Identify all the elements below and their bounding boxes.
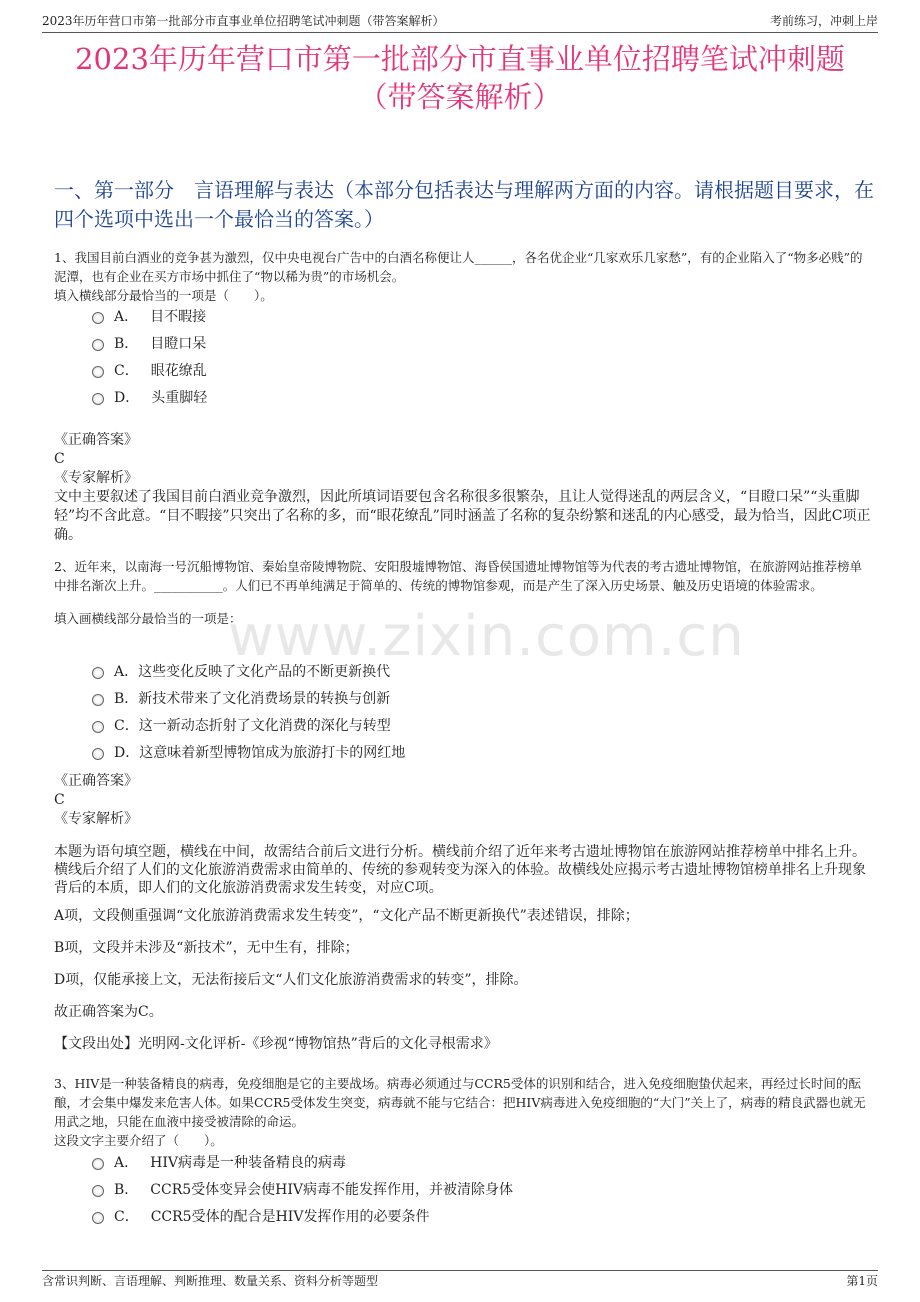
question-2-prompt: 填入画横线部分最恰当的一项是：: [54, 611, 242, 626]
option-b[interactable]: B． CCR5受体变异会使HIV病毒不能发挥作用，并被清除身体: [92, 1177, 513, 1204]
question-3-prompt: 这段文字主要介绍了（ ）。: [54, 1133, 223, 1148]
analysis-label: 《专家解析》: [54, 470, 138, 486]
question-1-prompt: 填入横线部分最恰当的一项是（ ）。: [54, 288, 273, 303]
option-a[interactable]: A．这些变化反映了文化产品的不断更新换代: [92, 659, 405, 686]
analysis-paragraph: D项，仅能承接上文，无法衔接后文“人们文化旅游消费需求的转变”，排除。: [54, 972, 528, 988]
option-c[interactable]: C． 眼花缭乱: [92, 358, 207, 385]
analysis-label: 《专家解析》: [54, 811, 138, 827]
page-footer: [42, 1270, 878, 1291]
radio-icon[interactable]: [92, 1185, 104, 1197]
radio-icon[interactable]: [92, 312, 104, 324]
question-1-stem: 1、我国目前白酒业的竞争甚为激烈，仅中央电视台广告中的白酒名称便让人______，各名优企业“几家欢乐几家愁”，有的企业陷入了“物多必贱”的泥潭，也有企业在买方市场中抓住了“物以稀为贵”的市场机会。: [54, 250, 863, 284]
section-heading: 一、第一部分 言语理解与表达（本部分包括表达与理解两方面的内容。请根据题目要求，在四个选项中选出一个最恰当的答案。）: [54, 178, 874, 231]
option-a[interactable]: A． HIV病毒是一种装备精良的病毒: [92, 1150, 513, 1177]
watermark: www.zixin.com.cn: [228, 604, 745, 669]
source-citation: 【文段出处】光明网-文化评析-《珍视“博物馆热”背后的文化寻根需求》: [54, 1036, 498, 1052]
radio-icon[interactable]: [92, 1158, 104, 1170]
question-3-stem: 3、HIV是一种装备精良的病毒，免疫细胞是它的主要战场。病毒必须通过与CCR5受体的识别和结合，进入免疫细胞蛰伏起来，再经过长时间的酝酿，才会集中爆发来危害人体。如果CCR5受体发生突变，病毒就不能与它结合：把HIV病毒进入免疫细胞的“大门”关上了，病毒的精良武器也就无用武之地，只能在血液中接受被清除的命运。: [54, 1076, 866, 1129]
question-2-answer-block: [54, 772, 872, 829]
radio-icon[interactable]: [92, 366, 104, 378]
analysis-paragraph: 本题为语句填空题，横线在中间，故需结合前后文进行分析。横线前介绍了近年来考古遗址博物馆在旅游网站推荐榜单中排名上升。横线后介绍了人们的文化旅游消费需求由简单的、传统的参观转变为深入的体验。故横线处应揭示考古遗址博物馆榜单排名上升现象背后的本质，即人们的文化旅游消费需求发生转变，对应C项。: [54, 844, 866, 896]
analysis-paragraph: 故正确答案为C。: [54, 1004, 163, 1020]
question-1-options: [92, 304, 207, 412]
analysis-paragraph: B项，文段并未涉及“新技术”，无中生有，排除；: [54, 940, 359, 956]
radio-icon[interactable]: [92, 694, 104, 706]
option-c[interactable]: C．这一新动态折射了文化消费的深化与转型: [92, 713, 405, 740]
answer-value: C: [54, 792, 65, 808]
question-3-options: [92, 1150, 513, 1231]
page-number: 第1页: [846, 1274, 878, 1288]
question-1-answer-block: [54, 431, 872, 545]
title-line-2: （带答案解析）: [358, 80, 562, 114]
header-slogan: 考前练习，冲刺上岸: [769, 14, 878, 28]
option-d[interactable]: D．这意味着新型博物馆成为旅游打卡的网红地: [92, 740, 405, 767]
question-2-options: [92, 659, 405, 767]
radio-icon[interactable]: [92, 748, 104, 760]
answer-value: C: [54, 451, 65, 467]
radio-icon[interactable]: [92, 393, 104, 405]
answer-label: 《正确答案》: [54, 432, 138, 448]
radio-icon[interactable]: [92, 667, 104, 679]
page-title: [40, 40, 880, 116]
option-b[interactable]: B． 目瞪口呆: [92, 331, 207, 358]
analysis-text: 文中主要叙述了我国目前白酒业竞争激烈，因此所填词语要包含名称很多很繁杂，且让人觉得迷乱的两层含义，“目瞪口呆”“头重脚轻”均不含此意。“目不暇接”只突出了名称的多，而“眼花缭乱”同时涵盖了名称的复杂纷繁和迷乱的内心感受，最为恰当，因此C项正确。: [54, 489, 871, 543]
option-c[interactable]: C． CCR5受体的配合是HIV发挥作用的必要条件: [92, 1204, 513, 1231]
radio-icon[interactable]: [92, 1212, 104, 1224]
question-1: [54, 248, 872, 305]
question-3: [54, 1074, 872, 1150]
question-2-analysis: [54, 843, 866, 1053]
header-doc-title: 2023年历年营口市第一批部分市直事业单位招聘笔试冲刺题（带答案解析）: [42, 14, 445, 28]
option-b[interactable]: B．新技术带来了文化消费场景的转换与创新: [92, 686, 405, 713]
analysis-paragraph: A项，文段侧重强调“文化旅游消费需求发生转变”，“文化产品不断更新换代”表述错误，排除；: [54, 908, 639, 924]
answer-label: 《正确答案》: [54, 773, 138, 789]
question-2: [54, 557, 872, 628]
radio-icon[interactable]: [92, 721, 104, 733]
option-a[interactable]: A． 目不暇接: [92, 304, 207, 331]
radio-icon[interactable]: [92, 339, 104, 351]
footer-question-types: 含常识判断、言语理解、判断推理、数量关系、资料分析等题型: [42, 1274, 379, 1288]
page-header: [42, 12, 878, 33]
question-2-stem: 2、近年来，以南海一号沉船博物馆、秦始皇帝陵博物院、安阳殷墟博物馆、海昏侯国遗址博物馆等为代表的考古遗址博物馆，在旅游网站推荐榜单中排名渐次上升。___________。人们已不再单纯满足于简单的、传统的博物馆参观，而是产生了深入历史场景、触及历史语境的体验需求。: [54, 559, 862, 593]
option-d[interactable]: D． 头重脚轻: [92, 385, 207, 412]
title-line-1: 2023年历年营口市第一批部分市直事业单位招聘笔试冲刺题: [75, 42, 845, 76]
